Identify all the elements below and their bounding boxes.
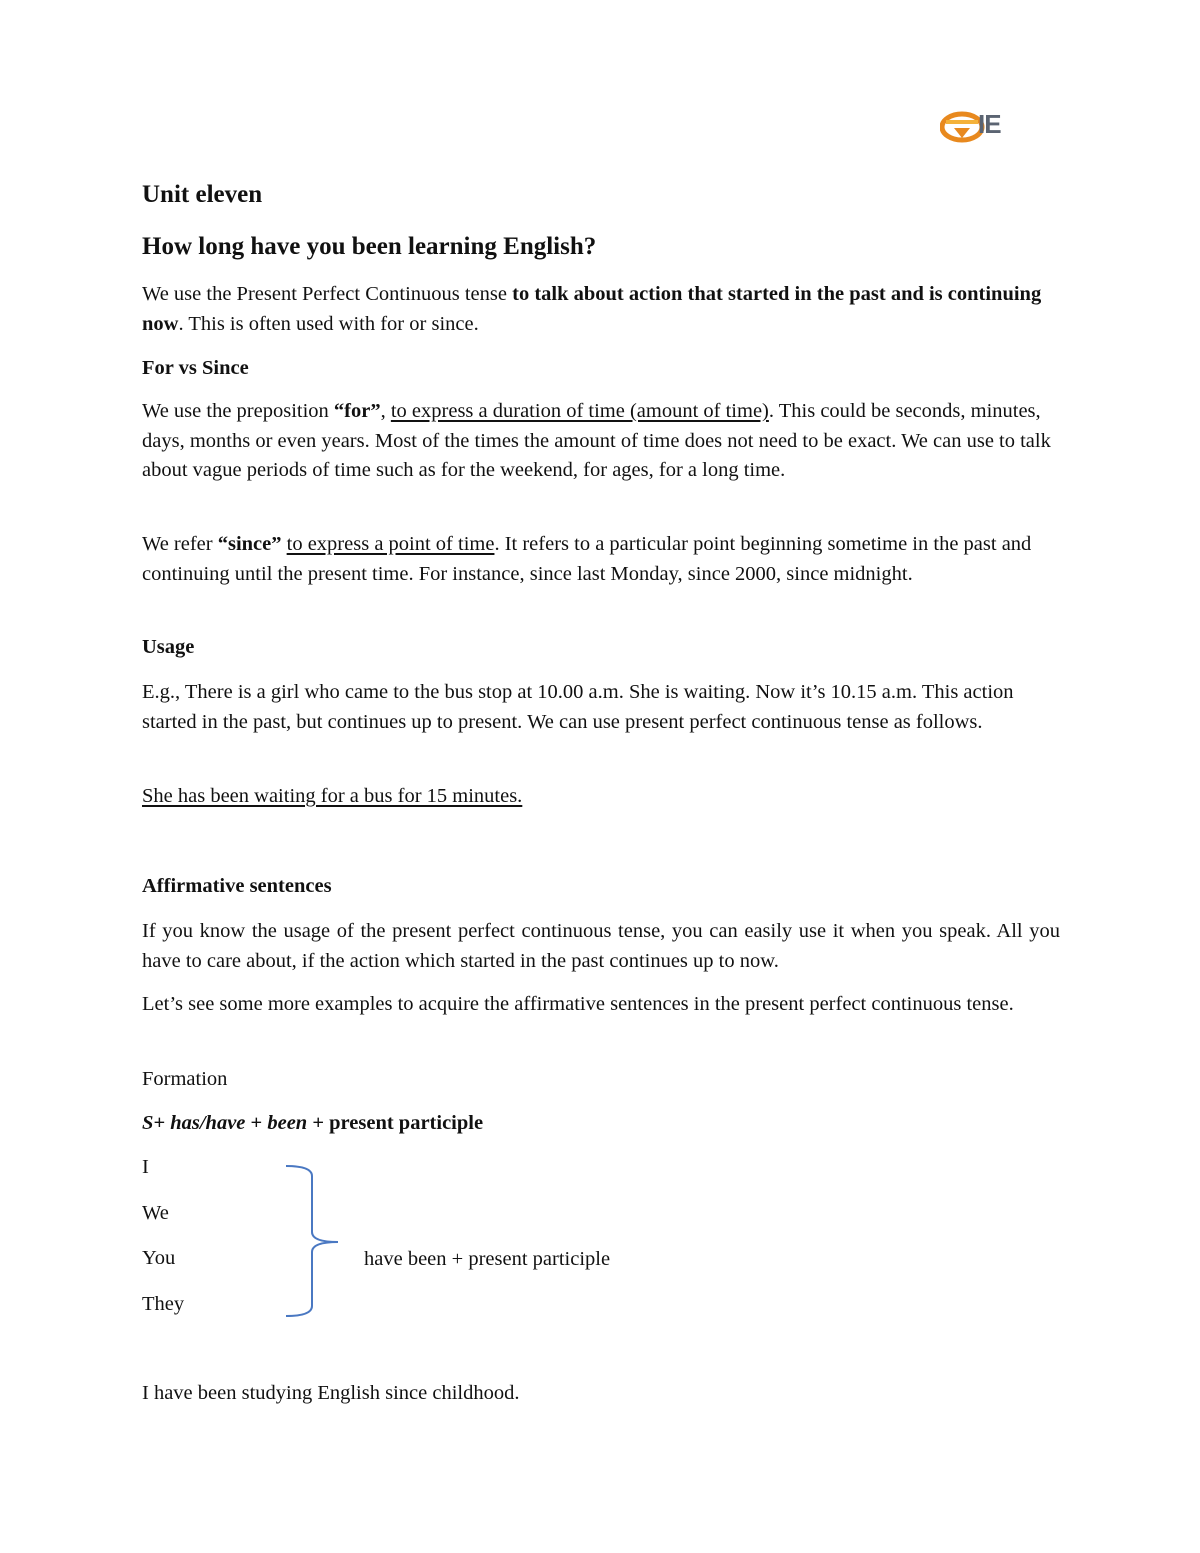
right-brace-icon: [280, 1160, 344, 1322]
affirmative-heading: Affirmative sentences: [142, 875, 332, 897]
formation-formula: S+ has/have + been + present participle: [142, 1112, 484, 1134]
unit-title: Unit eleven: [142, 181, 263, 208]
lesson-question: How long have you been learning English?: [142, 233, 597, 260]
usage-heading: Usage: [142, 636, 195, 658]
for-vs-since-heading: For vs Since: [142, 357, 249, 379]
logo-text: IE: [978, 109, 1001, 139]
affirmative-paragraph-1: If you know the usage of the present perfect continuous tense, you can easily use it when you speak. All you have to care about, if the action which started in the past continues up to now.: [142, 920, 1060, 972]
affirmative-paragraph-2: Let’s see some more examples to acquire the affirmative sentences in the present perfect continuous tense.: [142, 993, 1014, 1015]
pronoun-they: They: [142, 1293, 185, 1315]
formation-label: Formation: [142, 1068, 228, 1090]
usage-paragraph: E.g., There is a girl who came to the bus stop at 10.00 a.m. She is waiting. Now it’s 10.15 a.m. This action started in the past, but continues up to present. We can use present perfect continuous tense as follows.: [142, 681, 1014, 733]
usage-example: She has been waiting for a bus for 15 minutes.: [142, 785, 523, 807]
pronoun-we: We: [142, 1202, 169, 1224]
pronoun-you: You: [142, 1247, 176, 1269]
intro-paragraph: We use the Present Perfect Continuous tense to talk about action that started in the past and is continuing now. This is often used with for or since.: [142, 283, 1042, 335]
example-sentence: I have been studying English since childhood.: [142, 1382, 520, 1404]
for-paragraph: We use the preposition “for”, to express a duration of time (amount of time). This could be seconds, minutes, days, months or even years. Most of the times the amount of time does not need to be exact. We can use to talk about vague periods of time such as for the weekend, for ages, for a long time.: [142, 400, 1051, 481]
since-paragraph: We refer “since” to express a point of time. It refers to a particular point beginning sometime in the past and continuing until the present time. For instance, since last Monday, since 2000, since midnight.: [142, 533, 1032, 585]
brace-label: have been + present participle: [364, 1248, 611, 1270]
pronoun-i: I: [142, 1156, 149, 1178]
